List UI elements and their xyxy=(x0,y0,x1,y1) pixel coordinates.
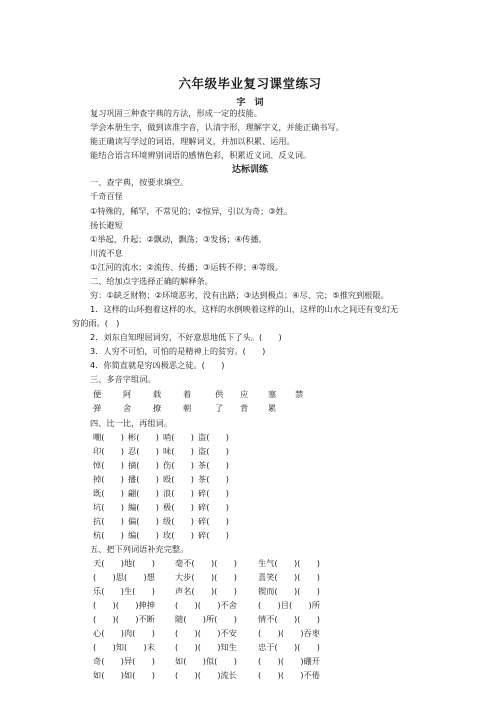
compare-item: 翩( ) xyxy=(128,488,159,498)
fill-item: ( )( )硼开 xyxy=(258,656,320,666)
compare-item: 浪( ) xyxy=(163,488,194,498)
polyphone-char: 载 xyxy=(153,389,162,399)
polyphone-char: 背 xyxy=(240,403,249,413)
objective-line: 能正确读写学过的词语，理解词义，并加以积累、运用。 xyxy=(90,136,295,146)
compare-item: 碎( ) xyxy=(198,488,229,498)
compare-item: 茶( ) xyxy=(198,460,229,470)
fill-item: 如( )如( ) xyxy=(93,670,155,680)
compare-item: 杭( ) xyxy=(93,530,124,540)
sentence-line: 2．刘东自知理屈词穷，不好意思地低下了头。( ) xyxy=(90,332,282,342)
sentence-line: 3．人穷不可怕，可怕的是精神上的贫穷。( ) xyxy=(90,346,266,356)
fill-item: 乐( )生( ) xyxy=(93,586,155,596)
idiom: 川流不息 xyxy=(90,248,123,258)
compare-item: 碎( ) xyxy=(198,502,229,512)
compare-item: 嘲( ) xyxy=(93,432,124,442)
polyphone-char: 着 xyxy=(183,389,192,399)
fill-item: ( )( )流长 xyxy=(175,670,237,680)
sentence-line: 4．你简直就是穷凶极恶之徒。( ) xyxy=(90,360,225,370)
fill-item: 天( )地( ) xyxy=(93,558,155,568)
question-heading: 一、查字典，按要求填空。 xyxy=(90,177,189,187)
compare-item: 级( ) xyxy=(163,516,194,526)
compare-item: 摘( ) xyxy=(128,460,159,470)
fill-item: 生气( )( ) xyxy=(258,558,320,568)
compare-item: 碎( ) xyxy=(198,516,229,526)
question-heading: 二、给加点字选择正确的解释条。 xyxy=(90,276,213,286)
fill-item: 喜笑( )( ) xyxy=(258,572,320,582)
definition-line: ①江河的流水；②流传、传播；③运转不停；④等级。 xyxy=(90,262,284,272)
compare-item: 播( ) xyxy=(128,474,159,484)
compare-item: 哨( ) xyxy=(163,432,194,442)
fill-item: ( )( )不断 xyxy=(93,614,155,624)
compare-item: 编( ) xyxy=(128,530,159,540)
polyphone-char: 了 xyxy=(215,403,224,413)
fill-item: 心( )肉( ) xyxy=(93,628,155,638)
fill-item: 声名( )( ) xyxy=(175,586,237,596)
fill-item: ( )思( )想 xyxy=(93,572,155,582)
fill-item: ( )( )不安 xyxy=(175,628,237,638)
compare-item: 味( ) xyxy=(163,446,194,456)
polyphone-char: 撩 xyxy=(153,403,162,413)
document-title: 六年级毕业复习课堂练习 xyxy=(178,76,322,91)
fill-item: ( )目( )所 xyxy=(258,600,320,610)
fill-item: 毫不( )( ) xyxy=(175,558,237,568)
definition-line: ①特殊的，稀罕，不常见的；②惊异，引以为奇；③姓。 xyxy=(90,206,293,216)
fill-item: 大步( )( ) xyxy=(175,572,237,582)
compare-item: 坑( ) xyxy=(93,502,124,512)
question-heading: 五、把下列词语补充完整。 xyxy=(90,544,189,554)
fill-item: 情不( )( ) xyxy=(258,614,320,624)
fill-item: ( )( )知生 xyxy=(175,642,237,652)
fill-item: ( )( )吞枣 xyxy=(258,628,320,638)
fill-item: ( )( )不倦 xyxy=(258,670,320,680)
compare-item: 殴( ) xyxy=(163,474,194,484)
fill-item: 忠于( )( ) xyxy=(258,642,320,652)
polyphone-char: 弹 xyxy=(93,403,102,413)
polyphone-char: 朝 xyxy=(183,403,192,413)
objective-line: 复习巩固三种查字典的方法，形成一定的技能。 xyxy=(90,108,262,118)
fill-item: ( )( )不舍 xyxy=(175,600,237,610)
polyphone-char: 塞 xyxy=(268,389,277,399)
fill-item: 如( )似( ) xyxy=(175,656,237,666)
compare-item: 悼( ) xyxy=(93,460,124,470)
definition-line: ①举起，升起；②飘动，飘荡；③发扬；④传播。 xyxy=(90,234,267,244)
compare-item: 极( ) xyxy=(163,502,194,512)
polyphone-char: 禁 xyxy=(295,389,304,399)
polyphone-char: 便 xyxy=(93,389,102,399)
question-heading: 三、多音字组词。 xyxy=(90,374,156,384)
compare-item: 偏( ) xyxy=(128,516,159,526)
compare-item: 玫( ) xyxy=(163,530,194,540)
section-heading-words: 字 词 xyxy=(236,98,264,108)
fill-item: 锲而( )( ) xyxy=(258,586,320,596)
sentence-line: 1．这样的山环抱着这样的水，这样的水倒映着这样的山，这样的山水之间还有变幻无 xyxy=(90,304,399,314)
compare-item: 編( ) xyxy=(128,502,159,512)
compare-item: 碎( ) xyxy=(198,530,229,540)
section-heading-training: 达标训练 xyxy=(231,165,268,175)
compare-item: 伤( ) xyxy=(163,460,194,470)
question-heading: 四、比一比，再组词。 xyxy=(90,418,172,428)
polyphone-char: 阿 xyxy=(123,389,132,399)
definition-line: 穷：①缺乏财物；②环境恶劣，没有出路；③达到极点；④尽、完；⑤推究到根限。 xyxy=(90,290,389,300)
compare-item: 抗( ) xyxy=(93,516,124,526)
polyphone-char: 舍 xyxy=(123,403,132,413)
compare-item: 盗( ) xyxy=(198,446,229,456)
compare-item: 印( ) xyxy=(93,446,124,456)
fill-item: ( )( )抻抻 xyxy=(93,600,155,610)
compare-item: 茶( ) xyxy=(198,474,229,484)
compare-item: 掉( ) xyxy=(93,474,124,484)
fill-item: ( )知( )末 xyxy=(93,642,155,652)
idiom: 千奇百怪 xyxy=(90,191,123,201)
polyphone-char: 累 xyxy=(268,403,277,413)
compare-item: 盗( ) xyxy=(198,432,229,442)
sentence-line: 穷的雨。( ) xyxy=(72,318,120,328)
polyphone-char: 供 xyxy=(215,389,224,399)
fill-item: 随( )所( ) xyxy=(175,614,237,624)
compare-item: 彬( ) xyxy=(128,432,159,442)
polyphone-char: 应 xyxy=(240,389,249,399)
idiom: 扬长避短 xyxy=(90,220,123,230)
fill-item: 奇( )异( ) xyxy=(93,656,155,666)
compare-item: 忍( ) xyxy=(128,446,159,456)
compare-item: 既( ) xyxy=(93,488,124,498)
objective-line: 学会本册生字，做到读准字音，认清字形，理解字义，并能正确书写。 xyxy=(90,122,344,132)
objective-line: 能结合语言环境辨别词语的感情色彩，积累近义词、反义词。 xyxy=(90,150,312,160)
